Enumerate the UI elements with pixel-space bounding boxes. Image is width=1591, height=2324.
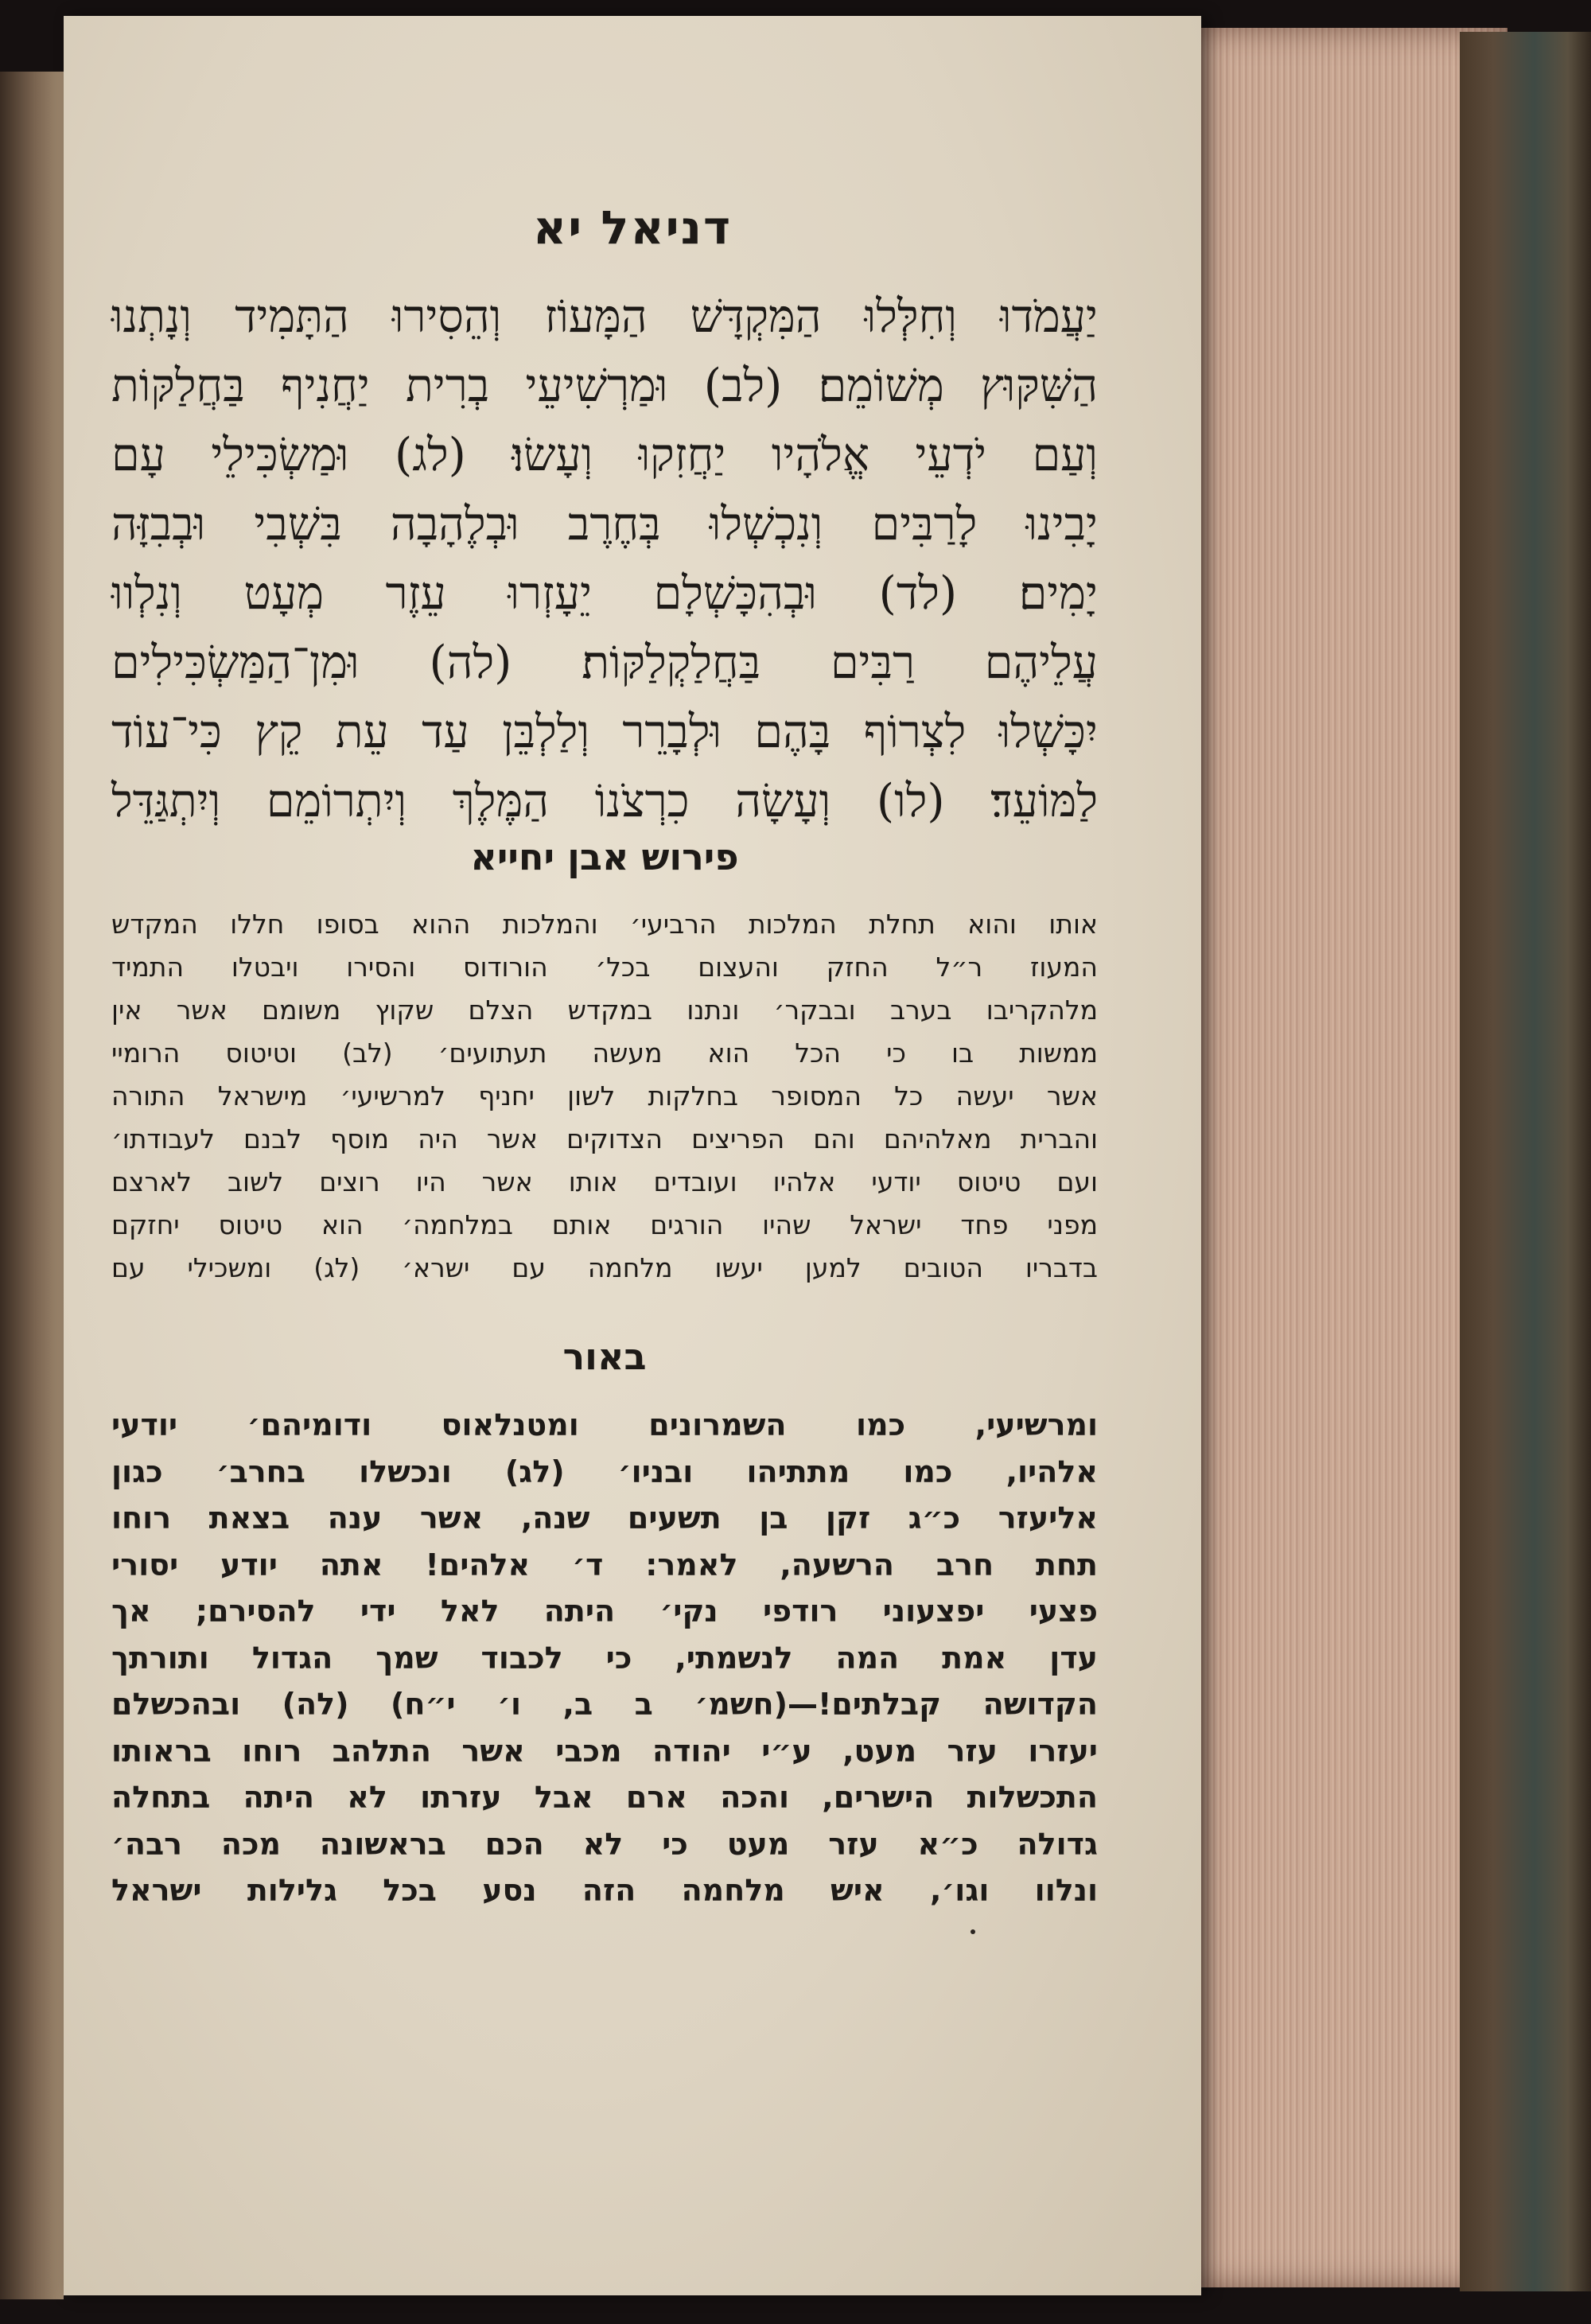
biur-line: פצעי יפצעוני רודפי נקי׳ היתה לאל ידי להסירם; אך — [111, 1594, 1098, 1629]
perush-line: מפני פחד ישראל שהיו הורגים אותם במלחמה׳ הוא טיטוס יחזקם — [111, 1209, 1098, 1240]
left-page-edge — [0, 72, 64, 2299]
biur-line: יעזרו עזר מעט, ע״י יהודה מכבי אשר התלהב רוחו בראותו — [111, 1733, 1098, 1769]
biur-line: אליעזר כ״ג זקן בן תשעים שנה, אשר ענה בצאת רוחו — [111, 1501, 1098, 1536]
verse-line: יָבִינוּ לָרַבִּים וְנִכְשְׁלוּ בְּחֶרֶב וּבְלֶהָבָה בִּשְׁבִי וּבְבִזָּה — [111, 498, 1098, 551]
running-head: דניאל יא — [532, 200, 733, 255]
perush-heading: פירוש אבן יחייא — [470, 835, 739, 878]
biur-line: התכשלות הישרים, והכה ארם אבל עזרתו לא היתה בתחלה — [111, 1780, 1098, 1815]
book-page — [64, 16, 1201, 2295]
verse-line: וְעַם יֹדְעֵי אֱלֹהָיו יַחֲזִקוּ וְעָשׂוּ׃ (לג) וּמַשְׂכִּילֵי עָם — [111, 429, 1098, 481]
book-cover-edge — [1460, 32, 1591, 2291]
biur-line: ונלוו וגו׳, איש מלחמה הזה נסע בכל גלילות ישראל — [111, 1873, 1098, 1908]
perush-line: ועם טיטוס יודעי אלהיו ועובדים אותו אשר היו רוצים לשוב לארצם — [111, 1166, 1098, 1197]
verse-text — [111, 282, 1098, 836]
verse-line: לַמּוֹעֵד׃ (לו) וְעָשָׂה כִרְצֹנוֹ הַמֶּלֶךְ וְיִתְרוֹמֵם וְיִתְגַּדֵּל — [111, 775, 1098, 827]
biur-line: ומרשיעי, כמו השמרונים ומטנלאוס ודומיהם׳ יודעי — [111, 1407, 1098, 1442]
perush-line: המעוז ר״ל החזק והעצום בכל׳ הורודוס והסירו ויבטלו התמיד — [111, 952, 1098, 983]
ink-dot — [971, 1929, 975, 1934]
biur-line: הקדושה קבלתים!—(חשמ׳ ב ב, ו׳ י״ח) (לה) ובהכשלם — [111, 1687, 1098, 1722]
verse-line: יִכָּשְׁלוּ לִצְרוֹף בָּהֶם וּלְבָרֵר וְלַלְבֵּן עַד עֵת קֵץ כִּי־עוֹד — [111, 706, 1098, 758]
verse-line: הַשִּׁקּוּץ מְשׁוֹמֵם׃ (לב) וּמַרְשִׁיעֵי בְרִית יַחֲנִיף בַּחֲלַקּוֹת — [111, 360, 1098, 412]
perush-text — [111, 903, 1098, 1290]
perush-line: בדבריו הטובים למען יעשו מלחמה עם ישרא׳ (לג) ומשכילי עם — [111, 1252, 1098, 1283]
biur-line: תחת חרב הרשעה, לאמר: ד׳ אלהים! אתה יודע יסורי — [111, 1547, 1098, 1582]
perush-line: אשר יעשה כל המסופר בחלקות לשון יחניף למרשיעי׳ מישראל התורה — [111, 1080, 1098, 1111]
verse-line: יָמִים׃ (לד) וּבְהִכָּשְׁלָם יֵעָזְרוּ עֵזֶר מְעָט וְנִלְווּ — [111, 567, 1098, 620]
verse-line: עֲלֵיהֶם רַבִּים בַּחֲלַקְלַקּוֹת׃ (לה) וּמִן־הַמַּשְׂכִּילִים — [111, 636, 1098, 689]
verse-line: יַעֲמֹדוּ וְחִלְּלוּ הַמִּקְדָּשׁ הַמָּעוֹז וְהֵסִירוּ הַתָּמִיד וְנָתְנוּ — [111, 290, 1098, 343]
biur-line: עדן אמת המה לנשמתי, כי לכבוד שמך הגדול ותורתך — [111, 1640, 1098, 1676]
perush-line: והברית מאלהיהם והם הפריצים הצדוקים אשר היה מוסף לבנם לעבודתו׳ — [111, 1123, 1098, 1154]
biur-text — [111, 1402, 1098, 1914]
perush-line: ממשות בו כי הכל הוא מעשה תעתועים׳ (לב) וטיטוס הרומיי — [111, 1037, 1098, 1069]
perush-line: מלהקריבו בערב ובבקר׳ ונתנו במקדש הצלם שקוץ משומם אשר אין — [111, 995, 1098, 1026]
biur-line: אלהיו, כמו מתתיהו ובניו׳ (לג) ונכשלו בחרב׳ כגון — [111, 1454, 1098, 1489]
perush-line: אותו והוא תחלת המלכות הרביעי׳ והמלכות ההוא בסופו חללו המקדש — [111, 909, 1098, 940]
biur-line: גדולה כ״א עזר מעט כי לא הכם בראשונה מכה רבה׳ — [111, 1826, 1098, 1862]
biur-heading: באור — [562, 1335, 647, 1378]
